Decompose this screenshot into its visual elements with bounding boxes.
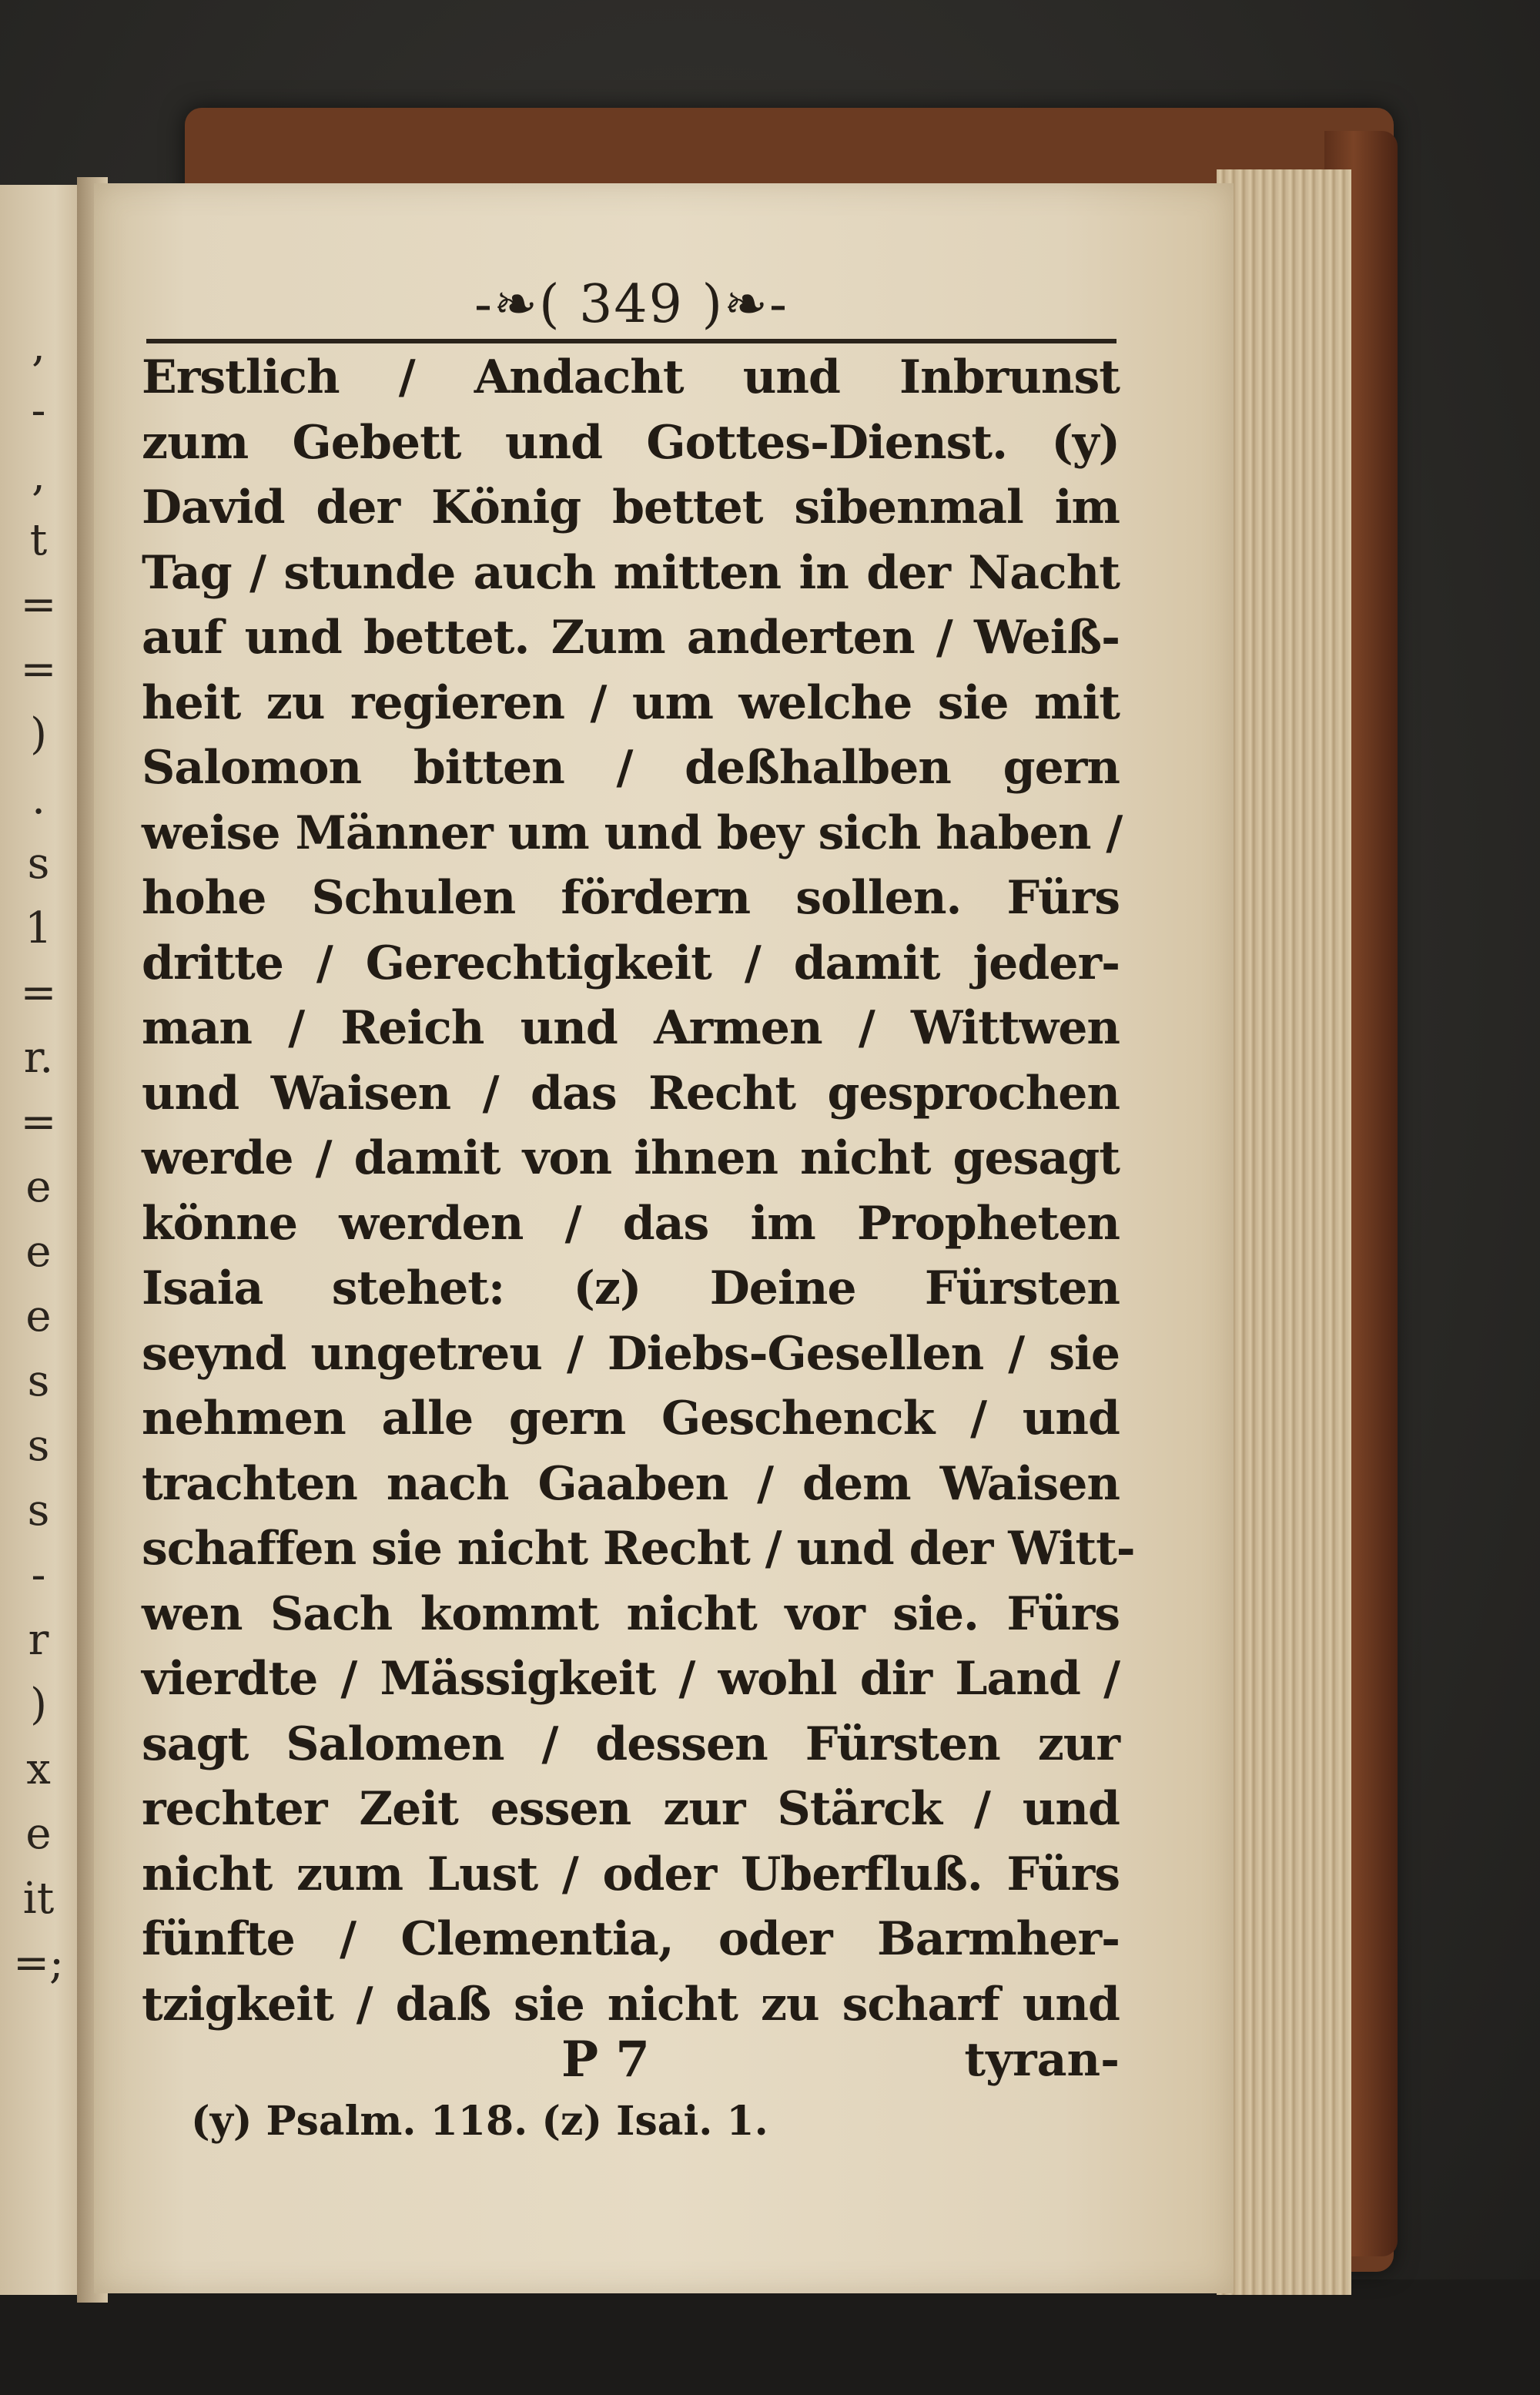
header-ornament-right: )❧- <box>701 274 788 335</box>
left-margin-glyph: = <box>20 1097 57 1147</box>
text-line: seynd ungetreu / Diebs-Gesellen / sie <box>142 1326 1120 1381</box>
left-margin-glyph: t <box>29 515 48 565</box>
text-line: tzigkeit / daß sie nicht zu scharf und <box>142 1977 1120 2032</box>
text-line: vierdte / Mässigkeit / wohl dir Land / <box>142 1652 1120 1706</box>
text-line: hohe Schulen fördern sollen. Fürs <box>142 871 1120 925</box>
text-line: wen Sach kommt nicht vor sie. Fürs <box>142 1586 1120 1641</box>
left-page-margin-text <box>0 185 69 2295</box>
text-line: Salomon bitten / deßhalben gern <box>142 741 1120 795</box>
footnote: (y) Psalm. 118. (z) Isai. 1. <box>191 2098 768 2145</box>
body-text <box>142 345 1135 2037</box>
left-margin-glyph: it <box>22 1874 55 1924</box>
catchword: tyran- <box>964 2033 1120 2087</box>
table-surface <box>0 2279 1540 2395</box>
left-margin-glyph: s <box>27 1356 50 1406</box>
text-line: weise Männer um und bey sich haben / <box>142 806 1123 860</box>
signature-mark: P 7 <box>561 2031 650 2089</box>
text-line: dritte / Gerechtigkeit / damit jeder- <box>142 936 1120 990</box>
left-margin-glyph: , <box>32 451 45 501</box>
header-ornament-left: -❧( <box>474 274 561 335</box>
text-line: schaffen sie nicht Recht / und der Witt- <box>142 1522 1135 1576</box>
text-line: auf und bettet. Zum anderten / Weiß- <box>142 611 1120 665</box>
page-edges <box>1217 169 1351 2295</box>
left-margin-glyph: e <box>25 1809 52 1859</box>
left-margin-glyph: = <box>20 580 57 630</box>
left-margin-glyph: e <box>25 1291 52 1342</box>
left-margin-glyph: - <box>31 1550 46 1600</box>
left-margin-glyph: . <box>32 774 45 824</box>
text-line: rechter Zeit essen zur Stärck / und <box>142 1782 1120 1836</box>
left-margin-glyph: x <box>26 1744 51 1794</box>
left-margin-glyph: e <box>25 1227 52 1277</box>
text-line: könne werden / das im Propheten <box>142 1196 1120 1251</box>
page-number: 349 <box>579 274 684 335</box>
left-margin-glyph: - <box>31 386 46 436</box>
text-line: Tag / stunde auch mitten in der Nacht <box>142 545 1120 600</box>
text-line: trachten nach Gaaben / dem Waisen <box>142 1456 1120 1511</box>
left-margin-glyph: , <box>32 321 45 371</box>
text-line: Erstlich / Andacht und Inbrunst <box>142 350 1120 404</box>
left-margin-glyph: = <box>20 968 57 1018</box>
text-line: nehmen alle gern Geschenck / und <box>142 1392 1120 1445</box>
text-line: man / Reich und Armen / Wittwen <box>142 1001 1120 1055</box>
header-rule <box>146 339 1116 343</box>
text-line: zum Gebett und Gottes-Dienst. (y) <box>142 415 1120 470</box>
text-line: nicht zum Lust / oder Uberfluß. Fürs <box>142 1847 1120 1901</box>
text-line: und Waisen / das Recht gesprochen <box>142 1066 1120 1120</box>
left-margin-glyph: r. <box>23 1033 54 1083</box>
left-margin-glyph: s <box>27 1486 50 1536</box>
left-margin-glyph: e <box>25 1162 52 1212</box>
text-line: werde / damit von ihnen nicht gesagt <box>142 1131 1120 1185</box>
left-margin-glyph: = <box>20 645 57 695</box>
text-line: sagt Salomen / dessen Fürsten zur <box>142 1717 1120 1771</box>
text-line: Isaia stehet: (z) Deine Fürsten <box>142 1261 1120 1315</box>
text-line: heit zu regieren / um welche sie mit <box>142 675 1120 730</box>
text-line: David der König bettet sibenmal im <box>142 481 1120 534</box>
catchline <box>142 2025 1120 2095</box>
left-margin-glyph: ) <box>30 709 47 759</box>
page-header <box>146 268 1116 345</box>
text-line: fünfte / Clementia, oder Barmher- <box>142 1912 1120 1966</box>
left-margin-glyph: 1 <box>25 903 52 953</box>
page-number-line <box>146 274 1116 336</box>
left-margin-glyph: s <box>27 839 50 889</box>
left-margin-glyph: r <box>28 1615 49 1665</box>
left-margin-glyph: ) <box>30 1680 47 1730</box>
left-margin-glyph: =; <box>13 1938 64 1988</box>
left-margin-glyph: s <box>27 1421 50 1471</box>
